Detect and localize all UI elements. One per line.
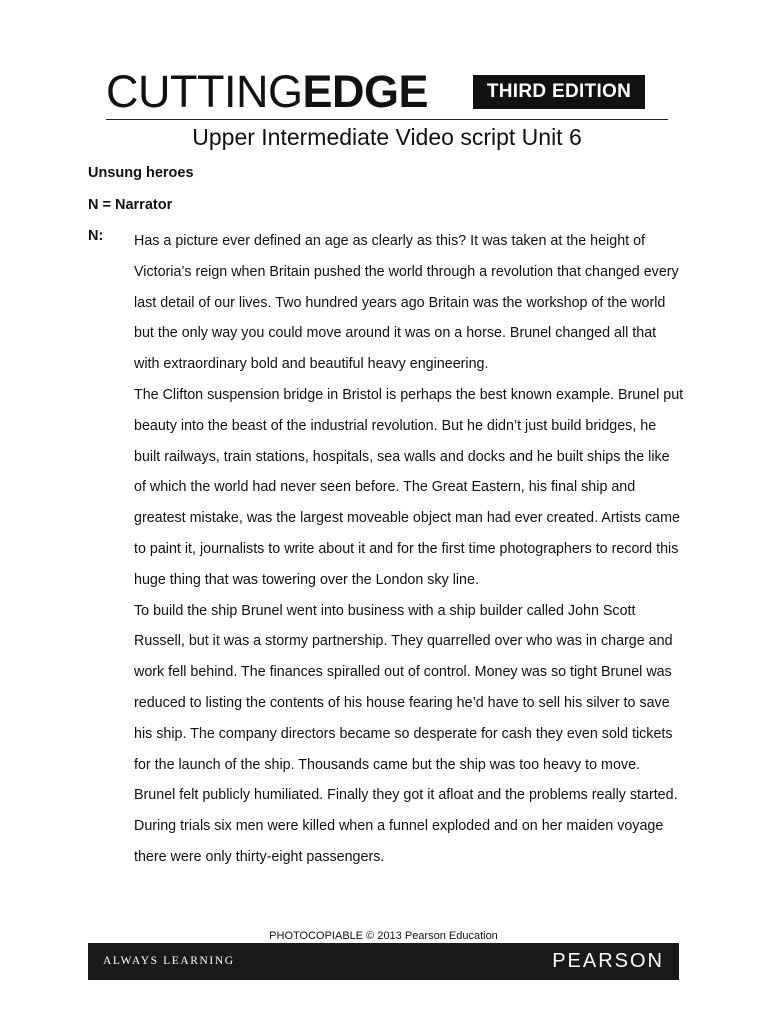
script-line: The Clifton suspension bridge in Bristol is perhaps the best known example. Brunel put — [134, 386, 684, 403]
footer-bar — [88, 943, 679, 980]
script-line: built railways, train stations, hospitals, sea walls and docks and he built ships the like — [134, 448, 670, 465]
script-line: last detail of our lives. Two hundred years ago Britain was the workshop of the world — [134, 294, 666, 311]
script-line: greatest mistake, was the largest moveable object man had ever created. Artists came — [134, 510, 680, 527]
script-line: but the only way you could move around it was on a horse. Brunel changed all that — [134, 325, 657, 342]
script-line: Russell, but it was a stormy partnership. They quarrelled over who was in charge and — [134, 633, 673, 650]
section-heading: Unsung heroes — [88, 165, 194, 181]
header-divider — [106, 119, 668, 120]
third-edition-badge: THIRD EDITION — [473, 75, 645, 109]
script-line: During trials six men were killed when a funnel exploded and on her maiden voyage — [134, 818, 664, 835]
script-line: Has a picture ever defined an age as clearly as this? It was taken at the height of — [134, 233, 646, 249]
footer-slogan: ALWAYS LEARNING — [103, 955, 235, 967]
copyright-note: PHOTOCOPIABLE © 2013 Pearson Education — [269, 930, 498, 942]
script-line: huge thing that was towering over the London sky line. — [134, 571, 479, 588]
script-line: to paint it, journalists to write about it and for the first time photographers to record this — [134, 540, 679, 557]
script-line: there were only thirty-eight passengers. — [134, 848, 385, 865]
script-line: Victoria’s reign when Britain pushed the world through a revolution that changed every — [134, 263, 679, 280]
cutting-edge-logo — [106, 66, 632, 117]
script-line: work fell behind. The finances spiralled out of control. Money was so tight Brunel was — [134, 664, 672, 681]
script-line: reduced to listing the contents of his house fearing he’d have to sell his silver to save — [134, 694, 670, 711]
page-title: Upper Intermediate Video script Unit 6 — [192, 124, 582, 150]
script-line: beauty into the beast of the industrial revolution. But he didn’t just build bridges, he — [134, 417, 657, 434]
script-line: his ship. The company directors became so desperate for cash they even sold tickets — [134, 725, 673, 742]
script-line: for the launch of the ship. Thousands came but the ship was too heavy to move. — [134, 756, 640, 773]
logo-word-edge: EDGE — [302, 66, 429, 117]
script-line: of which the world had never seen before. The Great Eastern, his final ship and — [134, 479, 636, 496]
script-line: To build the ship Brunel went into business with a ship builder called John Scott — [134, 602, 636, 619]
speaker-label: N: — [88, 228, 104, 244]
speaker-key: N = Narrator — [88, 197, 173, 213]
pearson-logo: PEARSON — [552, 950, 664, 972]
script-line: with extraordinary bold and beautiful heavy engineering. — [134, 356, 489, 373]
logo-word-cutting: CUTTING — [106, 66, 303, 117]
script-line: Brunel felt publicly humiliated. Finally they got it afloat and the problems really started. — [134, 787, 678, 804]
script-text — [134, 226, 694, 873]
